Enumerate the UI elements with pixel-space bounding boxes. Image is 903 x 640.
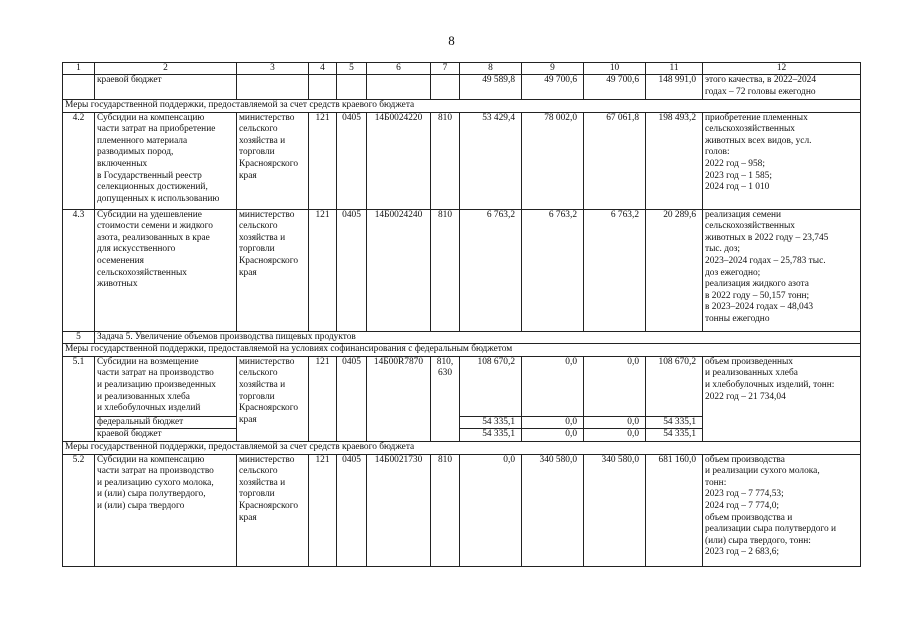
result-cell: объем произведенных и реализованных хлеба и хлебобулочных изделий, тонн: 2022 год – 21 734,04 (703, 356, 861, 441)
code-cell: 14Б0021730 (367, 454, 431, 566)
code-cell: 0405 (337, 454, 367, 566)
table-row (63, 454, 861, 566)
value-cell: 148 991,0 (646, 75, 703, 100)
value-cell: 78 002,0 (522, 112, 584, 209)
table-row (63, 209, 861, 331)
row-name: федеральный бюджет (95, 416, 237, 429)
section-title: Меры государственной поддержки, предоставляемой за счет средств краевого бюджета (63, 441, 861, 454)
program-table (62, 62, 861, 567)
value-cell: 54 335,1 (460, 429, 522, 442)
row-name: Субсидии на компенсацию части затрат на приобретение племенного материала разводимых пород, включенных в Государственный реестр селекционных достижений, допущенных к использованию (95, 112, 237, 209)
value-cell: 6 763,2 (522, 209, 584, 331)
header-cell: 11 (646, 63, 703, 75)
value-cell: 0,0 (522, 356, 584, 416)
header-cell: 8 (460, 63, 522, 75)
value-cell: 0,0 (584, 429, 646, 442)
row-name: Субсидии на возмещение части затрат на производство и реализацию произведенных и реализованных хлеба и хлебобулочных изделий (95, 356, 237, 416)
page-number: 8 (448, 33, 455, 48)
row-name: краевой бюджет (95, 75, 237, 100)
task-title: Задача 5. Увеличение объемов производства пищевых продуктов (95, 331, 861, 344)
code-cell: 14Б0024220 (367, 112, 431, 209)
value-cell: 67 061,8 (584, 112, 646, 209)
code-cell: 14Б0024240 (367, 209, 431, 331)
value-cell: 49 700,6 (522, 75, 584, 100)
header-cell: 7 (431, 63, 460, 75)
code-cell: 0405 (337, 356, 367, 441)
header-cell: 12 (703, 63, 861, 75)
value-cell: 49 589,8 (460, 75, 522, 100)
task-number: 5 (63, 331, 95, 344)
table-row (63, 112, 861, 209)
header-row (63, 63, 861, 75)
value-cell: 340 580,0 (522, 454, 584, 566)
value-cell: 108 670,2 (646, 356, 703, 416)
value-cell: 0,0 (584, 416, 646, 429)
code-cell: 810 (431, 112, 460, 209)
row-number: 5.1 (63, 356, 95, 441)
value-cell: 20 289,6 (646, 209, 703, 331)
row-name: краевой бюджет (95, 429, 237, 442)
org-cell: министерство сельского хозяйства и торговли Красноярского края (237, 356, 309, 441)
code-cell: 121 (309, 112, 337, 209)
section-row (63, 344, 861, 357)
value-cell: 340 580,0 (584, 454, 646, 566)
row-number: 5.2 (63, 454, 95, 566)
section-row (63, 100, 861, 113)
org-cell: министерство сельского хозяйства и торговли Красноярского края (237, 454, 309, 566)
section-title: Меры государственной поддержки, предоставляемой на условиях софинансирования с федеральным бюджетом (63, 344, 861, 357)
table-row (63, 75, 861, 100)
value-cell: 198 493,2 (646, 112, 703, 209)
header-cell: 6 (367, 63, 431, 75)
code-cell: 121 (309, 454, 337, 566)
code-cell: 810, 630 (431, 356, 460, 441)
task-row (63, 331, 861, 344)
code-cell: 810 (431, 454, 460, 566)
section-row (63, 441, 861, 454)
value-cell: 0,0 (522, 416, 584, 429)
header-cell: 1 (63, 63, 95, 75)
value-cell: 53 429,4 (460, 112, 522, 209)
org-cell: министерство сельского хозяйства и торговли Красноярского края (237, 209, 309, 331)
code-cell: 0405 (337, 209, 367, 331)
code-cell: 121 (309, 209, 337, 331)
code-cell: 121 (309, 356, 337, 441)
header-cell: 10 (584, 63, 646, 75)
org-cell: министерство сельского хозяйства и торговли Красноярского края (237, 112, 309, 209)
header-cell: 4 (309, 63, 337, 75)
value-cell: 108 670,2 (460, 356, 522, 416)
row-name: Субсидии на удешевление стоимости семени и жидкого азота, реализованных в крае для искусственного осеменения сельскохозяйственных животных (95, 209, 237, 331)
code-cell: 810 (431, 209, 460, 331)
header-cell: 3 (237, 63, 309, 75)
result-cell: этого качества, в 2022–2024 годах – 72 головы ежегодно (703, 75, 861, 100)
row-name: Субсидии на компенсацию части затрат на производство и реализацию сухого молока, и (или) сыра полутвердого, и (или) сыра твердого (95, 454, 237, 566)
value-cell: 0,0 (584, 356, 646, 416)
header-cell: 2 (95, 63, 237, 75)
value-cell: 49 700,6 (584, 75, 646, 100)
header-cell: 9 (522, 63, 584, 75)
value-cell: 54 335,1 (460, 416, 522, 429)
section-title: Меры государственной поддержки, предоставляемой за счет средств краевого бюджета (63, 100, 861, 113)
table-row (63, 356, 861, 416)
value-cell: 6 763,2 (584, 209, 646, 331)
value-cell: 0,0 (460, 454, 522, 566)
value-cell: 681 160,0 (646, 454, 703, 566)
result-cell: объем производства и реализации сухого молока, тонн: 2023 год – 7 774,53; 2024 год – 7 774,0; объем производства и реализации сыра полутвердого и (или) сыра твердого, тонн: 2023 год – 2 683,6; (703, 454, 861, 566)
code-cell: 14Б00R7870 (367, 356, 431, 441)
row-number: 4.3 (63, 209, 95, 331)
value-cell: 54 335,1 (646, 416, 703, 429)
header-cell: 5 (337, 63, 367, 75)
result-cell: реализация семени сельскохозяйственных животных в 2022 году – 23,745 тыс. доз; 2023–2024 годах – 25,783 тыс. доз ежегодно; реализация жидкого азота в 2022 году – 50,157 тонн; в 2023–2024 годах – 48,043 тонны ежегодно (703, 209, 861, 331)
value-cell: 54 335,1 (646, 429, 703, 442)
code-cell: 0405 (337, 112, 367, 209)
row-number: 4.2 (63, 112, 95, 209)
value-cell: 0,0 (522, 429, 584, 442)
result-cell: приобретение племенных сельскохозяйственных животных всех видов, усл. голов: 2022 год – 958; 2023 год – 1 585; 2024 год – 1 010 (703, 112, 861, 209)
value-cell: 6 763,2 (460, 209, 522, 331)
